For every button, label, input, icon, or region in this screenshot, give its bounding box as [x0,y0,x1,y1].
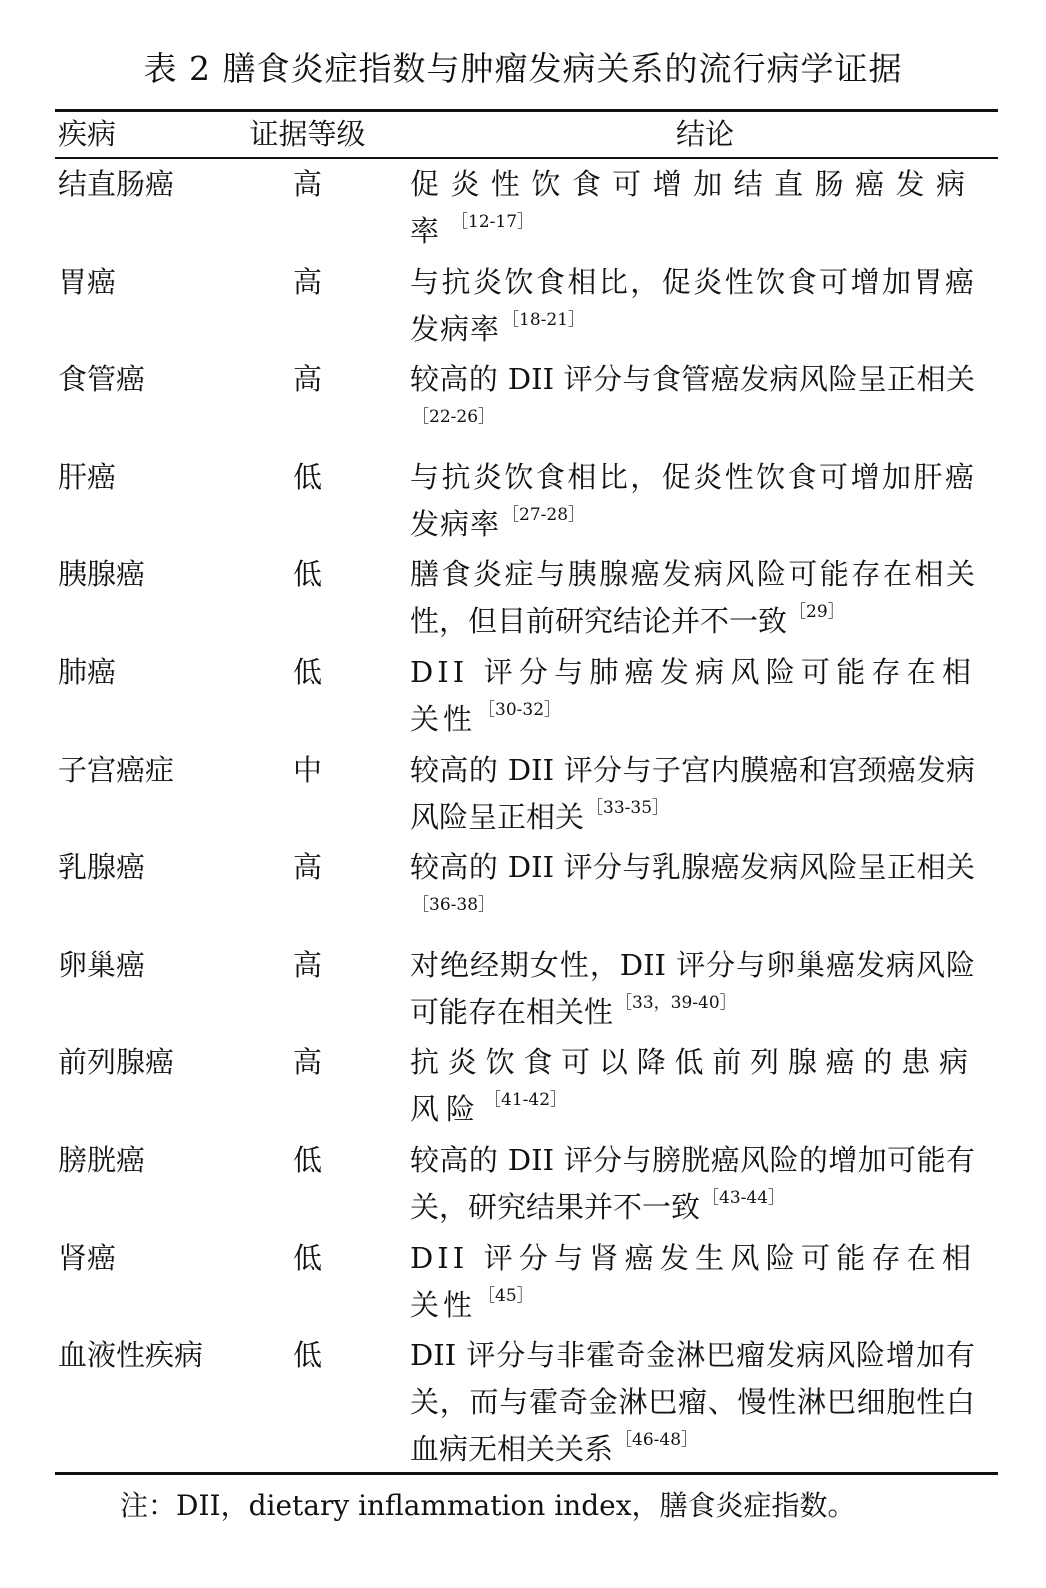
grade-cell: 低 [292,1142,322,1177]
grade-cell: 低 [292,459,322,494]
table-row [0,1137,1046,1235]
conclusion-cell [410,1235,975,1329]
disease-cell: 膀胱癌 [58,1142,146,1177]
table-row [0,942,1046,1040]
disease-cell: 肝癌 [58,459,117,494]
table-header-rule [55,157,998,159]
conclusion-cell [410,1137,975,1231]
table-bottom-rule [55,1472,998,1475]
conclusion-text: DII 评分与肾癌发生风险可能存在相关性 [410,1240,975,1322]
grade-cell: 高 [292,850,322,885]
conclusion-cell [410,844,975,938]
disease-cell: 子宫癌症 [58,752,175,787]
table-body [0,161,1046,1472]
disease-cell: 胰腺癌 [58,557,146,592]
disease-cell: 前列腺癌 [58,1045,175,1080]
conclusion-cell [410,1039,975,1133]
table-row [0,1235,1046,1333]
reference-citation: ［18-21］ [502,309,586,330]
grade-cell: 低 [292,1338,322,1373]
reference-citation: ［43-44］ [702,1187,786,1208]
table-row [0,747,1046,845]
conclusion-cell [410,551,975,645]
grade-cell: 高 [292,362,322,397]
grade-cell: 高 [292,264,322,299]
table-row [0,356,1046,454]
reference-citation: ［27-28］ [502,504,586,525]
reference-citation: ［12-17］ [451,212,535,232]
conclusion-cell [410,454,975,548]
reference-citation: ［46-48］ [615,1430,699,1451]
conclusion-text: DII 评分与肺癌发病风险可能存在相关性 [410,654,975,736]
conclusion-text: DII 评分与非霍奇金淋巴瘤发病风险增加有关，而与霍奇金淋巴瘤、慢性淋巴细胞性白血病无相关关系 [410,1338,975,1467]
table-row [0,844,1046,942]
conclusion-text: 较高的 DII 评分与乳腺癌发病风险呈正相关 [410,850,975,885]
conclusion-text: 促炎性饮食可增加结直肠癌发病率 [410,167,975,248]
conclusion-text: 对绝经期女性，DII 评分与卵巢癌发病风险可能存在相关性 [410,947,975,1029]
disease-cell: 胃癌 [58,264,117,299]
conclusion-text: 较高的 DII 评分与膀胱癌风险的增加可能有关，研究结果并不一致 [410,1142,975,1224]
conclusion-text: 膳食炎症与胰腺癌发病风险可能存在相关性，但目前研究结论并不一致 [410,557,975,639]
disease-cell: 乳腺癌 [58,850,146,885]
disease-cell: 血液性疾病 [58,1338,204,1373]
grade-cell: 低 [292,557,322,592]
conclusion-cell [410,942,975,1036]
conclusion-text: 与抗炎饮食相比，促炎性饮食可增加胃癌发病率 [410,264,975,346]
table-row [0,161,1046,259]
conclusion-text: 抗炎饮食可以降低前列腺癌的患病风险 [410,1045,975,1127]
conclusion-cell [410,649,975,743]
conclusion-cell [410,747,975,841]
reference-citation: ［30-32］ [478,699,562,720]
reference-citation: ［29］ [789,602,845,623]
header-grade: 证据等级 [249,117,366,151]
conclusion-cell [410,356,975,450]
reference-citation: ［36-38］ [412,895,496,916]
header-conclusion: 结论 [675,117,734,151]
header-disease: 疾病 [58,117,117,151]
disease-cell: 卵巢癌 [58,947,146,982]
reference-citation: ［41-42］ [484,1090,568,1111]
grade-cell: 高 [292,1045,322,1080]
conclusion-cell [410,259,975,353]
conclusion-text: 较高的 DII 评分与子宫内膜癌和宫颈癌发病风险呈正相关 [410,752,975,834]
grade-cell: 低 [292,1240,322,1275]
reference-citation: ［45］ [478,1285,534,1306]
table-row [0,1039,1046,1137]
reference-citation: ［33-35］ [586,797,670,818]
disease-cell: 结直肠癌 [58,167,175,201]
grade-cell: 高 [292,947,322,982]
conclusion-cell [410,1332,975,1473]
conclusion-text: 较高的 DII 评分与食管癌发病风险呈正相关 [410,362,975,397]
disease-cell: 肾癌 [58,1240,117,1275]
grade-cell: 低 [292,654,322,689]
grade-cell: 中 [292,752,322,787]
table-row [0,551,1046,649]
reference-citation: ［33，39-40］ [615,992,737,1013]
table-row [0,649,1046,747]
reference-citation: ［22-26］ [412,407,496,428]
conclusion-text: 与抗炎饮食相比，促炎性饮食可增加肝癌发病率 [410,459,975,541]
table-row [0,259,1046,357]
disease-cell: 食管癌 [58,362,146,397]
table-row [0,1332,1046,1472]
table-title: 表 2 膳食炎症指数与肿瘤发病关系的流行病学证据 [143,49,903,88]
grade-cell: 高 [292,167,322,201]
disease-cell: 肺癌 [58,654,117,689]
table-row [0,454,1046,552]
conclusion-cell [410,161,975,255]
table-footnote: 注：DII，dietary inflammation index，膳食炎症指数。 [120,1489,856,1522]
